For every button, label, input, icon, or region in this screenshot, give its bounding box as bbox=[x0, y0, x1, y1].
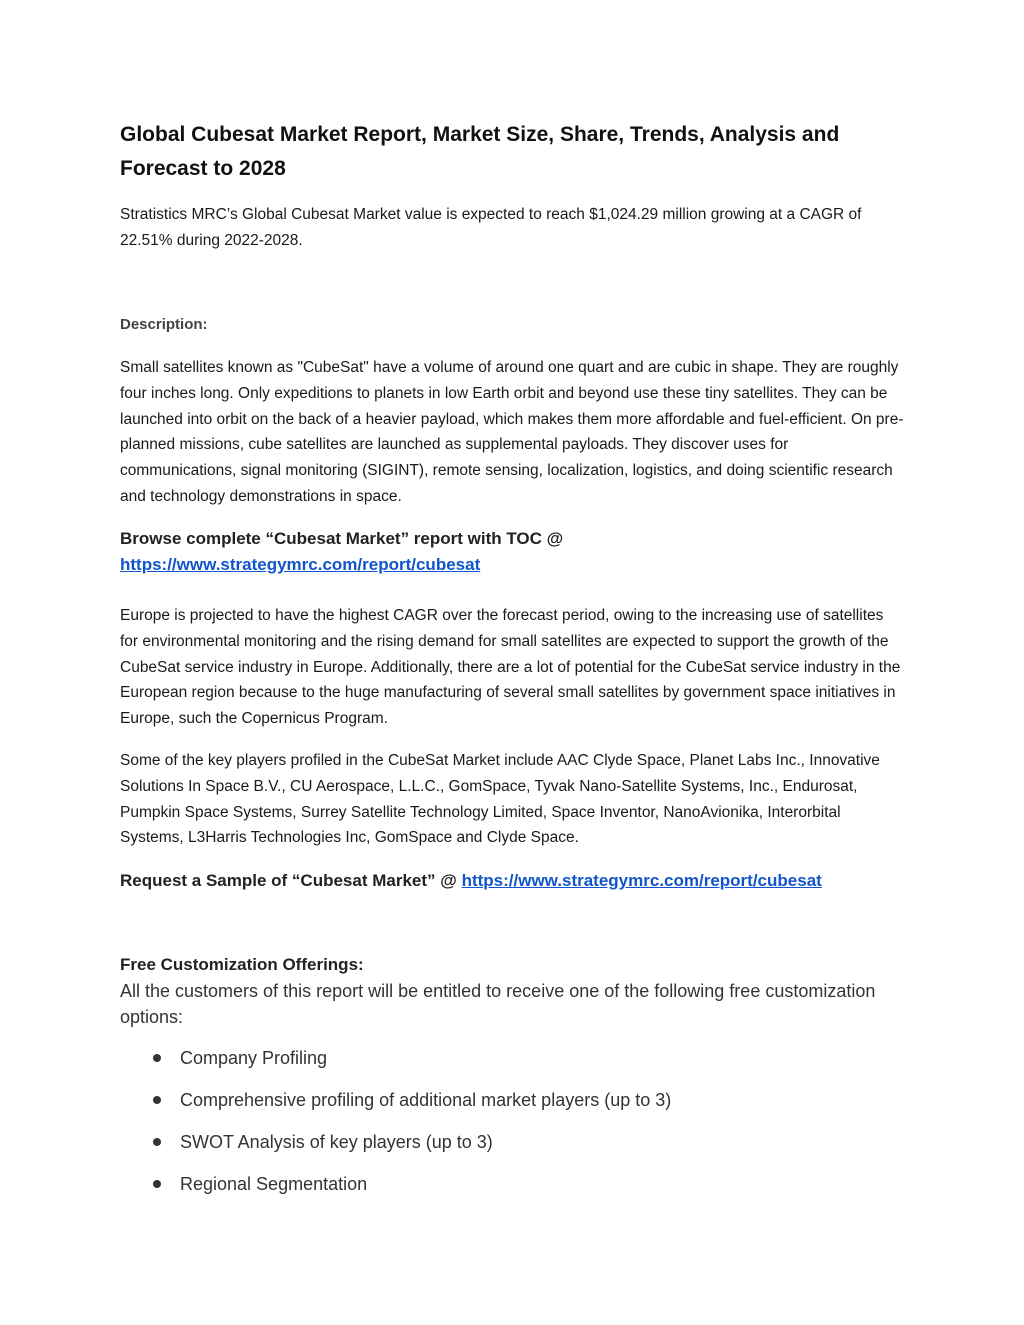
list-item bbox=[120, 1044, 671, 1086]
europe-paragraph: Europe is projected to have the highest CAGR over the forecast period, owing to the increasing use of satellites for environmental monitoring and the rising demand for small satellites are expected to support the growth of the CubeSat service industry in Europe. Additionally, there are a lot of potential for the CubeSat service industry in the European region because to the huge manufacturing of several small satellites by government space initiatives in Europe, such the Copernicus Program. bbox=[120, 607, 901, 728]
report-title: Global Cubesat Market Report, Market Size, Share, Trends, Analysis and Forecast to 2028 bbox=[120, 123, 840, 180]
list-item-label: Regional Segmentation bbox=[180, 1174, 368, 1194]
list-item bbox=[120, 1128, 671, 1170]
description-label: Description: bbox=[120, 316, 208, 333]
list-item bbox=[120, 1170, 671, 1212]
bullet-icon bbox=[153, 1096, 161, 1104]
bullet-icon bbox=[153, 1054, 161, 1062]
market-summary: Stratistics MRC’s Global Cubesat Market value is expected to reach $1,024.29 million growing at a CAGR of 22.51% during 2022-2028. bbox=[120, 206, 862, 249]
list-item-label: Comprehensive profiling of additional market players (up to 3) bbox=[180, 1090, 672, 1110]
browse-report-text: Browse complete “Cubesat Market” report with TOC @ bbox=[120, 529, 564, 548]
request-sample-line bbox=[120, 868, 910, 894]
customization-intro: All the customers of this report will be entitled to receive one of the following free customization options: bbox=[120, 981, 876, 1027]
list-item bbox=[120, 1086, 671, 1128]
browse-report-link[interactable]: https://www.strategymrc.com/report/cubesat bbox=[120, 555, 481, 574]
bullet-icon bbox=[153, 1138, 161, 1146]
customization-heading: Free Customization Offerings: bbox=[120, 955, 364, 974]
request-sample-text: Request a Sample of “Cubesat Market” @ bbox=[120, 871, 457, 890]
customization-list bbox=[120, 1044, 671, 1212]
description-paragraph: Small satellites known as "CubeSat" have a volume of around one quart and are cubic in shape. They are roughly four inches long. Only expeditions to planets in low Earth orbit and beyond use these tiny satellites. They can be launched into orbit on the back of a heavier payload, which makes them more affordable and fuel-efficient. On pre-planned missions, cube satellites are launched as supplemental payloads. They discover uses for communications, signal monitoring (SIGINT), remote sensing, localization, logistics, and doing scientific research and technology demonstrations in space. bbox=[120, 359, 904, 505]
key-players-paragraph: Some of the key players profiled in the CubeSat Market include AAC Clyde Space, Planet Labs Inc., Innovative Solutions In Space B.V., CU Aerospace, L.L.C., GomSpace, Tyvak Nano-Satellite Systems, Inc., Endurosat, Pumpkin Space Systems, Surrey Satellite Technology Limited, Space Inventor, NanoAvionika, Interorbital Systems, L3Harris Technologies Inc, GomSpace and Clyde Space. bbox=[120, 752, 880, 847]
list-item-label: Company Profiling bbox=[180, 1048, 328, 1068]
list-item-label: SWOT Analysis of key players (up to 3) bbox=[180, 1132, 493, 1152]
bullet-icon bbox=[153, 1180, 161, 1188]
request-sample-link[interactable]: https://www.strategymrc.com/report/cubesat bbox=[461, 871, 822, 890]
browse-report-line bbox=[120, 526, 910, 578]
